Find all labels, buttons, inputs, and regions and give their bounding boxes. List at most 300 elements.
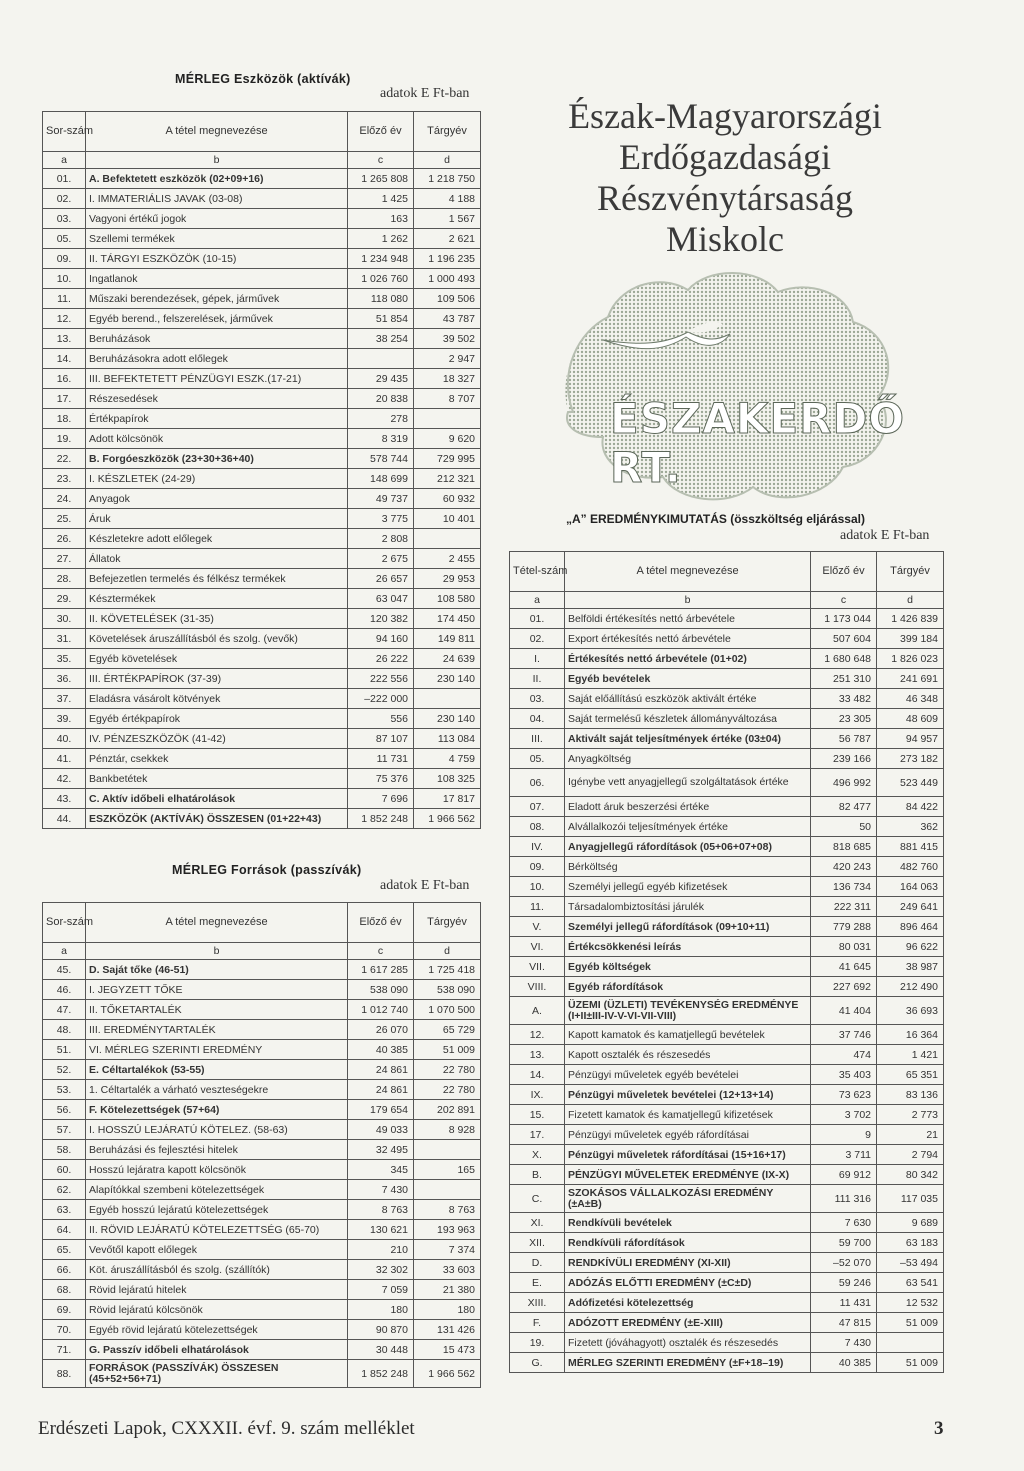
row-number: 03.	[510, 689, 565, 709]
previous-year-value: 251 310	[811, 669, 877, 689]
row-number: 88.	[43, 1360, 86, 1388]
row-number: 02.	[43, 189, 86, 209]
current-year-value: 22 780	[414, 1080, 481, 1100]
table-row	[510, 977, 944, 997]
current-year-value	[414, 1180, 481, 1200]
item-name: Belföldi értékesítés nettó árbevétele	[565, 609, 811, 629]
logo-text: ÉSZAKERDŐ RT.	[610, 394, 906, 492]
current-year-value: 8 928	[414, 1120, 481, 1140]
item-name: Pénzügyi műveletek egyéb ráfordításai	[565, 1125, 811, 1145]
item-name: I. IMMATERIÁLIS JAVAK (03-08)	[86, 189, 348, 209]
previous-year-value: 75 376	[348, 769, 414, 789]
table-row	[510, 749, 944, 769]
row-number: 13.	[43, 329, 86, 349]
row-number: 14.	[510, 1065, 565, 1085]
table-row	[510, 957, 944, 977]
table-row	[510, 729, 944, 749]
row-number: 25.	[43, 509, 86, 529]
table-row	[510, 1313, 944, 1333]
previous-year-value: 26 070	[348, 1020, 414, 1040]
item-name: Állatok	[86, 549, 348, 569]
column-letter: d	[414, 943, 481, 960]
row-number: VI.	[510, 937, 565, 957]
current-year-value: 94 957	[877, 729, 944, 749]
company-name-line: Észak-Magyarországi	[568, 96, 882, 136]
current-year-value: 117 035	[877, 1185, 944, 1213]
current-year-value: 230 140	[414, 669, 481, 689]
column-letter: b	[565, 592, 811, 609]
income-title: „A” EREDMÉNYKIMUTATÁS (összköltség eljárással)	[566, 512, 865, 526]
row-number: 28.	[43, 569, 86, 589]
item-name: Késztermékek	[86, 589, 348, 609]
current-year-value: 2 455	[414, 549, 481, 569]
table-row	[43, 249, 481, 269]
table-row	[43, 609, 481, 629]
row-number: 41.	[43, 749, 86, 769]
income-unit: adatok E Ft-ban	[840, 528, 930, 543]
table-row	[510, 629, 944, 649]
current-year-value: 46 348	[877, 689, 944, 709]
item-name: Társadalombiztosítási járulék	[565, 897, 811, 917]
row-number: IX.	[510, 1085, 565, 1105]
previous-year-value: 82 477	[811, 797, 877, 817]
row-number: 01.	[43, 169, 86, 189]
current-year-value: 24 639	[414, 649, 481, 669]
table-row	[510, 897, 944, 917]
row-number: 70.	[43, 1320, 86, 1340]
row-number: 65.	[43, 1240, 86, 1260]
previous-year-value: 779 288	[811, 917, 877, 937]
row-number: 48.	[43, 1020, 86, 1040]
previous-year-value: 73 623	[811, 1085, 877, 1105]
item-name: Saját termelésű készletek állományváltozása	[565, 709, 811, 729]
item-name: Értékcsökkenési leírás	[565, 937, 811, 957]
column-letter: a	[510, 592, 565, 609]
previous-year-value: 118 080	[348, 289, 414, 309]
previous-year-value: 40 385	[348, 1040, 414, 1060]
table-row	[43, 209, 481, 229]
table-row	[43, 789, 481, 809]
previous-year-value: 41 404	[811, 997, 877, 1025]
table-row	[510, 1125, 944, 1145]
table-row	[43, 349, 481, 369]
previous-year-value: 20 838	[348, 389, 414, 409]
current-year-value: 230 140	[414, 709, 481, 729]
row-number: 11.	[43, 289, 86, 309]
current-year-value: 482 760	[877, 857, 944, 877]
row-number: 40.	[43, 729, 86, 749]
row-number: 43.	[43, 789, 86, 809]
previous-year-value: 87 107	[348, 729, 414, 749]
assets-title: MÉRLEG Eszközök (aktívák)	[175, 72, 351, 86]
item-name: Kapott osztalék és részesedés	[565, 1045, 811, 1065]
table-row	[43, 489, 481, 509]
row-number: 52.	[43, 1060, 86, 1080]
current-year-value: 83 136	[877, 1085, 944, 1105]
column-letter: a	[43, 152, 86, 169]
previous-year-value: 345	[348, 1160, 414, 1180]
header-row-number: Sor-szám	[43, 903, 86, 943]
row-number: 06.	[510, 769, 565, 797]
previous-year-value: 24 861	[348, 1080, 414, 1100]
table-row	[510, 837, 944, 857]
current-year-value	[414, 1140, 481, 1160]
previous-year-value: 69 912	[811, 1165, 877, 1185]
current-year-value: 1 966 562	[414, 809, 481, 829]
current-year-value: 1 567	[414, 209, 481, 229]
table-row	[43, 269, 481, 289]
row-number: XIII.	[510, 1293, 565, 1313]
previous-year-value: 49 737	[348, 489, 414, 509]
company-name-line: Részvénytársaság	[597, 178, 853, 218]
row-number: 03.	[43, 209, 86, 229]
current-year-value: 16 364	[877, 1025, 944, 1045]
row-number: 56.	[43, 1100, 86, 1120]
current-year-value: 729 995	[414, 449, 481, 469]
company-logo	[548, 262, 948, 512]
row-number: 44.	[43, 809, 86, 829]
previous-year-value: 1 852 248	[348, 809, 414, 829]
company-name-line: Erdőgazdasági	[619, 137, 831, 177]
header-item-name: A tétel megnevezése	[86, 903, 348, 943]
table-row	[43, 669, 481, 689]
row-number: VIII.	[510, 977, 565, 997]
item-name: Bankbetétek	[86, 769, 348, 789]
previous-year-value: 1 852 248	[348, 1360, 414, 1388]
item-name: Műszaki berendezések, gépek, járművek	[86, 289, 348, 309]
row-number: 17.	[43, 389, 86, 409]
table-row	[510, 1065, 944, 1085]
table-row	[510, 877, 944, 897]
row-number: V.	[510, 917, 565, 937]
previous-year-value: 1 173 044	[811, 609, 877, 629]
row-number: 09.	[510, 857, 565, 877]
item-name: Eladott áruk beszerzési értéke	[565, 797, 811, 817]
row-number: 22.	[43, 449, 86, 469]
item-name: IV. PÉNZESZKÖZÖK (41-42)	[86, 729, 348, 749]
row-number: 17.	[510, 1125, 565, 1145]
current-year-value: 108 580	[414, 589, 481, 609]
column-letter: d	[414, 152, 481, 169]
previous-year-value: 90 870	[348, 1320, 414, 1340]
table-row	[43, 169, 481, 189]
previous-year-value: 130 621	[348, 1220, 414, 1240]
previous-year-value: 35 403	[811, 1065, 877, 1085]
current-year-value: 8 763	[414, 1200, 481, 1220]
header-item-name: A tétel megnevezése	[86, 112, 348, 152]
table-row	[43, 449, 481, 469]
table-row	[43, 1240, 481, 1260]
current-year-value: 164 063	[877, 877, 944, 897]
table-row	[510, 609, 944, 629]
header-previous-year: Előző év	[348, 112, 414, 152]
previous-year-value: 59 246	[811, 1273, 877, 1293]
current-year-value: 96 622	[877, 937, 944, 957]
header-row-number: Sor-szám	[43, 112, 86, 152]
previous-year-value: 7 430	[348, 1180, 414, 1200]
row-number: 12.	[43, 309, 86, 329]
header-current-year: Tárgyév	[877, 552, 944, 592]
item-name: III. EREDMÉNYTARTALÉK	[86, 1020, 348, 1040]
previous-year-value: 578 744	[348, 449, 414, 469]
current-year-value: 84 422	[877, 797, 944, 817]
row-number: E.	[510, 1273, 565, 1293]
previous-year-value: 111 316	[811, 1185, 877, 1213]
previous-year-value: 1 425	[348, 189, 414, 209]
current-year-value	[414, 529, 481, 549]
table-row	[43, 1340, 481, 1360]
previous-year-value: 420 243	[811, 857, 877, 877]
current-year-value: 4 188	[414, 189, 481, 209]
current-year-value	[877, 1333, 944, 1353]
row-number: 10.	[510, 877, 565, 897]
item-name: Fizetett kamatok és kamatjellegű kifizetések	[565, 1105, 811, 1125]
item-name: Rendkívüli ráfordítások	[565, 1233, 811, 1253]
row-number: II.	[510, 669, 565, 689]
table-row	[510, 937, 944, 957]
current-year-value: 38 987	[877, 957, 944, 977]
table-row	[43, 749, 481, 769]
table-row	[43, 729, 481, 749]
previous-year-value: 1 026 760	[348, 269, 414, 289]
row-number: 09.	[43, 249, 86, 269]
previous-year-value: 80 031	[811, 937, 877, 957]
previous-year-value: 556	[348, 709, 414, 729]
row-number: 57.	[43, 1120, 86, 1140]
item-name: III. ÉRTÉKPAPÍROK (37-39)	[86, 669, 348, 689]
current-year-value: 241 691	[877, 669, 944, 689]
income-table	[509, 551, 944, 1373]
table-row	[43, 1360, 481, 1388]
table-row	[510, 669, 944, 689]
item-name: Rövid lejáratú kölcsönök	[86, 1300, 348, 1320]
row-number: 45.	[43, 960, 86, 980]
row-number: A.	[510, 997, 565, 1025]
previous-year-value: 30 448	[348, 1340, 414, 1360]
previous-year-value: 7 430	[811, 1333, 877, 1353]
previous-year-value: 7 696	[348, 789, 414, 809]
table-row	[43, 629, 481, 649]
previous-year-value: 11 731	[348, 749, 414, 769]
table-row	[43, 1140, 481, 1160]
current-year-value	[414, 689, 481, 709]
item-name: Anyagköltség	[565, 749, 811, 769]
previous-year-value: 507 604	[811, 629, 877, 649]
item-name: I. HOSSZÚ LEJÁRATÚ KÖTELEZ. (58-63)	[86, 1120, 348, 1140]
page-number: 3	[934, 1418, 944, 1439]
table-row	[43, 1200, 481, 1220]
item-name: Fizetett (jóváhagyott) osztalék és részesedés	[565, 1333, 811, 1353]
previous-year-value: 2 675	[348, 549, 414, 569]
previous-year-value: 56 787	[811, 729, 877, 749]
header-item-name: A tétel megnevezése	[565, 552, 811, 592]
table-row	[510, 1333, 944, 1353]
current-year-value: 1 725 418	[414, 960, 481, 980]
current-year-value: 21	[877, 1125, 944, 1145]
table-row	[510, 1233, 944, 1253]
company-name-line: Miskolc	[665, 219, 784, 259]
row-number: 36.	[43, 669, 86, 689]
row-number: 35.	[43, 649, 86, 669]
row-number: XII.	[510, 1233, 565, 1253]
item-name: Rövid lejáratú hitelek	[86, 1280, 348, 1300]
item-name: G. Passzív időbeli elhatárolások	[86, 1340, 348, 1360]
row-number: 19.	[43, 429, 86, 449]
previous-year-value	[348, 349, 414, 369]
table-row	[43, 1180, 481, 1200]
current-year-value	[414, 409, 481, 429]
table-row	[43, 960, 481, 980]
current-year-value: 399 184	[877, 629, 944, 649]
item-name: Köt. áruszállításból és szolg. (szállítók)	[86, 1260, 348, 1280]
previous-year-value: –222 000	[348, 689, 414, 709]
item-name: Személyi jellegű ráfordítások (09+10+11)	[565, 917, 811, 937]
table-row	[43, 229, 481, 249]
row-number: 07.	[510, 797, 565, 817]
current-year-value: 896 464	[877, 917, 944, 937]
item-name: Beruházások	[86, 329, 348, 349]
previous-year-value: 1 617 285	[348, 960, 414, 980]
item-name: Ingatlanok	[86, 269, 348, 289]
current-year-value: 113 084	[414, 729, 481, 749]
row-number: 10.	[43, 269, 86, 289]
table-row	[43, 329, 481, 349]
current-year-value: 149 811	[414, 629, 481, 649]
table-row	[43, 689, 481, 709]
previous-year-value: 49 033	[348, 1120, 414, 1140]
previous-year-value: 24 861	[348, 1060, 414, 1080]
previous-year-value: 278	[348, 409, 414, 429]
previous-year-value: 474	[811, 1045, 877, 1065]
previous-year-value: 210	[348, 1240, 414, 1260]
current-year-value: 17 817	[414, 789, 481, 809]
item-name: A. Befektetett eszközök (02+09+16)	[86, 169, 348, 189]
item-name: Pénztár, csekkek	[86, 749, 348, 769]
column-letter: d	[877, 592, 944, 609]
row-number: 58.	[43, 1140, 86, 1160]
current-year-value: 51 009	[877, 1353, 944, 1373]
table-row	[510, 857, 944, 877]
table-row	[43, 1320, 481, 1340]
current-year-value: 43 787	[414, 309, 481, 329]
table-row	[43, 569, 481, 589]
item-name: I. JEGYZETT TŐKE	[86, 980, 348, 1000]
item-name: Szellemi termékek	[86, 229, 348, 249]
current-year-value: 362	[877, 817, 944, 837]
row-number: 47.	[43, 1000, 86, 1020]
row-number: 02.	[510, 629, 565, 649]
item-name: Készletekre adott előlegek	[86, 529, 348, 549]
previous-year-value: 40 385	[811, 1353, 877, 1373]
row-number: 14.	[43, 349, 86, 369]
row-number: 18.	[43, 409, 86, 429]
row-number: 63.	[43, 1200, 86, 1220]
item-name: Áruk	[86, 509, 348, 529]
previous-year-value: 32 495	[348, 1140, 414, 1160]
previous-year-value: 163	[348, 209, 414, 229]
item-name: Egyéb bevételek	[565, 669, 811, 689]
row-number: 66.	[43, 1260, 86, 1280]
current-year-value: 9 620	[414, 429, 481, 449]
current-year-value: 1 826 023	[877, 649, 944, 669]
item-name: Egyéb követelések	[86, 649, 348, 669]
row-number: 42.	[43, 769, 86, 789]
item-name: Saját előállítású eszközök aktivált értéke	[565, 689, 811, 709]
item-name: C. Aktív időbeli elhatárolások	[86, 789, 348, 809]
item-name: Aktivált saját teljesítmények értéke (03±04)	[565, 729, 811, 749]
company-name	[520, 96, 930, 260]
row-number: 04.	[510, 709, 565, 729]
table-row	[43, 769, 481, 789]
header-item-number: Tétel-szám	[510, 552, 565, 592]
item-name: I. KÉSZLETEK (24-29)	[86, 469, 348, 489]
row-number: 29.	[43, 589, 86, 609]
previous-year-value: 38 254	[348, 329, 414, 349]
row-number: 15.	[510, 1105, 565, 1125]
row-number: 60.	[43, 1160, 86, 1180]
previous-year-value: 148 699	[348, 469, 414, 489]
item-name: Követelések áruszállításból és szolg. (vevők)	[86, 629, 348, 649]
current-year-value: 249 641	[877, 897, 944, 917]
previous-year-value: 7 630	[811, 1213, 877, 1233]
table-row	[43, 809, 481, 829]
previous-year-value: 9	[811, 1125, 877, 1145]
item-name: Rendkívüli bevételek	[565, 1213, 811, 1233]
table-row	[43, 589, 481, 609]
column-letter: a	[43, 943, 86, 960]
previous-year-value: 3 702	[811, 1105, 877, 1125]
current-year-value: 65 729	[414, 1020, 481, 1040]
table-row	[510, 797, 944, 817]
current-year-value: 29 953	[414, 569, 481, 589]
previous-year-value: 227 692	[811, 977, 877, 997]
row-number: 05.	[510, 749, 565, 769]
row-number: 69.	[43, 1300, 86, 1320]
table-row	[43, 1160, 481, 1180]
previous-year-value: 11 431	[811, 1293, 877, 1313]
header-current-year: Tárgyév	[414, 903, 481, 943]
table-row	[510, 689, 944, 709]
current-year-value: 80 342	[877, 1165, 944, 1185]
row-number: IV.	[510, 837, 565, 857]
previous-year-value: 8 763	[348, 1200, 414, 1220]
previous-year-value: 239 166	[811, 749, 877, 769]
table-row	[510, 769, 944, 797]
row-number: 05.	[43, 229, 86, 249]
item-name: Egyéb rövid lejáratú kötelezettségek	[86, 1320, 348, 1340]
row-number: 46.	[43, 980, 86, 1000]
previous-year-value: 3 775	[348, 509, 414, 529]
header-previous-year: Előző év	[811, 552, 877, 592]
row-number: B.	[510, 1165, 565, 1185]
table-row	[510, 1273, 944, 1293]
liabilities-unit: adatok E Ft-ban	[380, 878, 470, 893]
previous-year-value: 32 302	[348, 1260, 414, 1280]
row-number: 51.	[43, 1040, 86, 1060]
current-year-value: 2 947	[414, 349, 481, 369]
item-name: Beruházásokra adott előlegek	[86, 349, 348, 369]
row-number: VII.	[510, 957, 565, 977]
item-name: Személyi jellegű egyéb kifizetések	[565, 877, 811, 897]
item-name: II. TŐKETARTALÉK	[86, 1000, 348, 1020]
item-name: E. Céltartalékok (53-55)	[86, 1060, 348, 1080]
current-year-value: 22 780	[414, 1060, 481, 1080]
item-name: Részesedések	[86, 389, 348, 409]
current-year-value: 33 603	[414, 1260, 481, 1280]
current-year-value: 180	[414, 1300, 481, 1320]
row-number: 37.	[43, 689, 86, 709]
current-year-value: 60 932	[414, 489, 481, 509]
